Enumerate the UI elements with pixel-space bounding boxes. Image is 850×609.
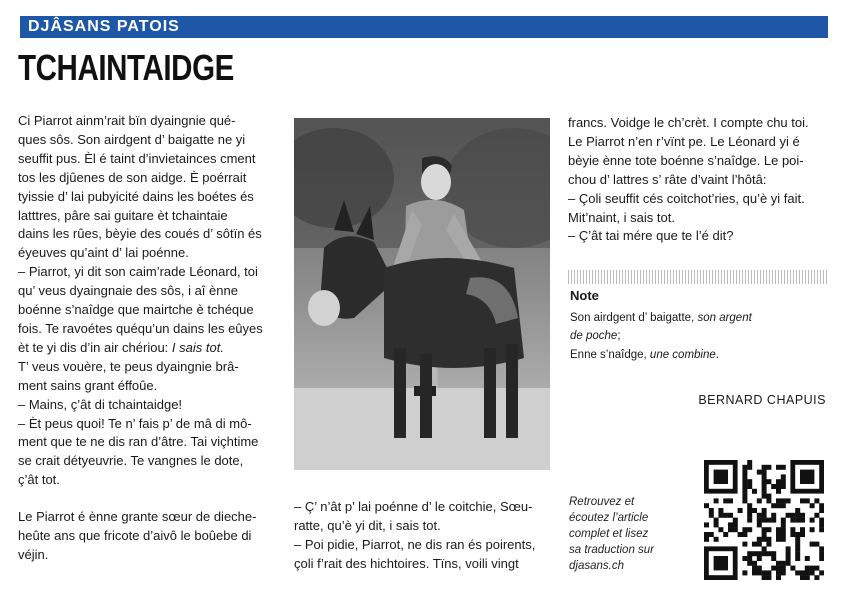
text-line: fois. Te ravoétes quéqu’un dains les eûyes xyxy=(18,320,263,336)
text-line: dains les rûes, bèyie des coués d’ sôtïn és xyxy=(18,226,262,242)
text-line: – Mains, ç’ât di tchaintaidge! xyxy=(18,396,183,412)
text-line: Mit’naint, i sais tot. xyxy=(568,209,675,225)
text-line: ment sains grant éffoûe. xyxy=(18,377,158,393)
text-line: – Èt peus quoi! Te n’ fais p’ de mâ di mô- xyxy=(18,415,252,431)
text-line: chou d’ lattres s’ râte d’vaint l’hôtâ: xyxy=(568,171,767,187)
note-punct: ; xyxy=(617,330,621,342)
text-line: Ci Piarrot ainm’rait bïn dyaingnie qué- xyxy=(18,113,236,128)
promo-line: complet et lisez xyxy=(569,528,649,540)
photo-man-on-donkey xyxy=(294,118,550,470)
note-term: Son airdgent d’ baigatte, xyxy=(570,312,698,324)
text-line: boénne s’naîdge que mairtche è tchéque xyxy=(18,302,254,318)
text-line: heûte ans que fricote d’aivô le boûebe di xyxy=(18,528,252,544)
text-line: ratte, qu’è yi dit, i sais tot. xyxy=(294,517,441,533)
text-line: ques sôs. Son airdgent d’ baigatte ne yi xyxy=(18,131,246,147)
italic-phrase: I sais tot. xyxy=(171,339,224,355)
text-run: èt te yi dis d’in air chériou: xyxy=(18,339,169,355)
section-banner xyxy=(20,16,828,38)
text-line: ment que te ne dis ran d’âtre. Tai viçhtime xyxy=(18,434,259,450)
text-line: ç’ât tot. xyxy=(18,472,60,488)
qr-code-icon[interactable] xyxy=(704,460,824,580)
text-line: tyissie d’ lai pubyicité dains les boétes és xyxy=(18,188,254,204)
text-line: T’ veus vouère, te peus dyaingnie brâ- xyxy=(18,358,239,374)
text-line: éyeuves qu’aint d’ lai poénne. xyxy=(18,245,189,261)
promo-line: sa traduction sur xyxy=(569,544,655,556)
article-headline: TCHAINTAIDGE xyxy=(18,47,234,88)
text-line: seuffit pus. Èl é taint d’invietainces cment xyxy=(18,150,256,166)
article-column-1 xyxy=(18,112,280,565)
qr-code-graphic xyxy=(704,460,824,580)
text-line: – Poi pidie, Piarrot, ne dis ran és poirents, xyxy=(294,536,536,552)
text-line: – Çoli seuffit cés coitchot’ries, qu’è yi fait. xyxy=(568,190,805,206)
note-line-1b xyxy=(570,327,830,345)
text-line: – Ç’ n’ât p’ lai poénne d’ le coitchie, Sœu- xyxy=(294,499,533,514)
note-definition: son argent xyxy=(697,312,752,324)
text-line: – Piarrot, yi dit son caim’rade Léonard, toi xyxy=(18,264,258,280)
text-line: véjin. xyxy=(18,546,49,562)
article-author: BERNARD CHAPUIS xyxy=(698,393,826,407)
note-title: Note xyxy=(570,288,599,303)
text-line: latttres, pâre sai guitare èt tchaintaie xyxy=(18,207,228,223)
text-line: çoli f’rait des hichtoires. Tïns, voili vingt xyxy=(294,555,519,571)
note-line-2 xyxy=(570,346,830,364)
section-banner-label: DJÂSANS PATOIS xyxy=(28,18,180,35)
text-line: se crait détyeuvrie. Te vangnes le dote, xyxy=(18,453,244,469)
text-line: francs. Voidge le ch’crèt. I compte chu toi. xyxy=(568,115,809,130)
article-column-3 xyxy=(568,114,830,246)
text-line: – Ç’ât tai mére que te l’é dit? xyxy=(568,228,734,244)
promo-line: Retrouvez et xyxy=(569,496,635,508)
note-punct: . xyxy=(715,349,719,361)
text-line: qu’ veus dyaingnaie des sôs, i aî ènne xyxy=(18,283,238,299)
article-column-2 xyxy=(294,498,552,574)
text-line-with-italic xyxy=(18,339,280,358)
note-separator xyxy=(568,270,828,284)
text-line: bèyie ènne tote boénne s’naîdge. Le poi- xyxy=(568,152,804,168)
paragraph-gap xyxy=(18,490,280,508)
note-term: Enne s’naîdge, xyxy=(570,349,650,361)
promo-text xyxy=(569,494,689,574)
note-definition: une combine xyxy=(649,349,716,361)
note-definition: de poche xyxy=(570,330,618,342)
text-line: tos les djûenes de son aidge. È poérrait xyxy=(18,169,247,185)
promo-line: écoutez l’article xyxy=(569,512,649,524)
promo-link[interactable]: djasans.ch xyxy=(569,560,624,572)
text-line: Le Piarrot n’en r’vïnt pe. Le Léonard yi é xyxy=(568,133,800,149)
text-line: Le Piarrot é ènne grante sœur de dieche- xyxy=(18,509,257,525)
article-photo xyxy=(294,118,550,470)
note-line-1 xyxy=(570,309,830,327)
